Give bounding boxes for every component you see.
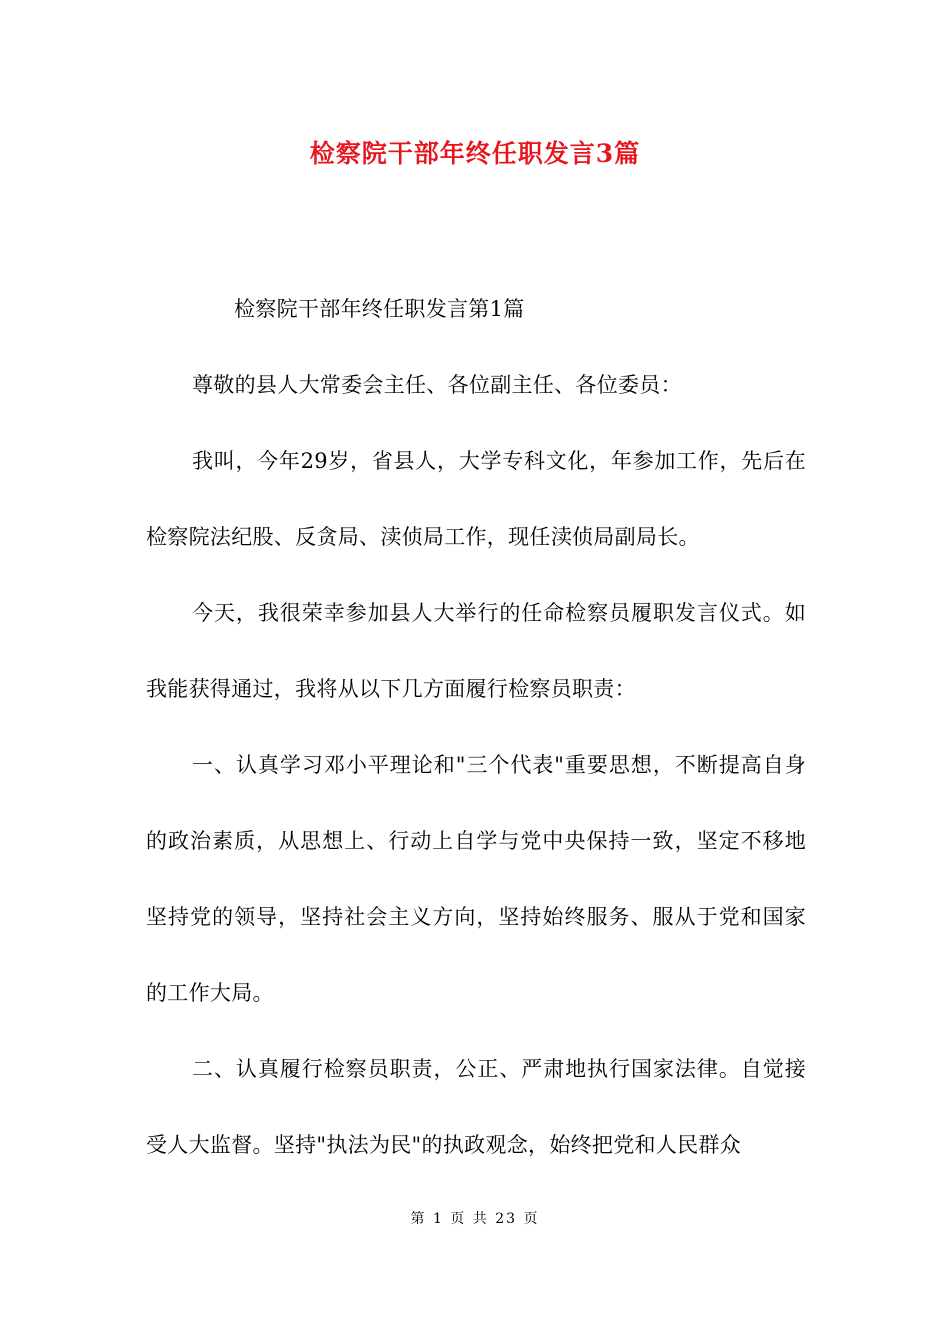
paragraph: 今天，我很荣幸参加县人大举行的任命检察员履职发言仪式。如我能获得通过，我将从以下几方面履行检察员职责： xyxy=(146,601,806,701)
section-subheading: 检察院干部年终任职发言第1篇 xyxy=(234,297,525,321)
paragraph: 我叫，今年29岁，省县人，大学专科文化，年参加工作，先后在检察院法纪股、反贪局、渎侦局工作，现任渎侦局副局长。 xyxy=(146,449,806,549)
page-number-footer: 第 1 页 共 23 页 xyxy=(410,1211,540,1227)
document-body xyxy=(146,271,806,1183)
paragraph: 尊敬的县人大常委会主任、各位副主任、各位委员： xyxy=(192,373,682,397)
paragraph: 二、认真履行检察员职责，公正、严肃地执行国家法律。自觉接受人大监督。坚持"执法为民"的执政观念，始终把党和人民群众 xyxy=(146,1057,806,1157)
paragraph: 一、认真学习邓小平理论和"三个代表"重要思想，不断提高自身的政治素质，从思想上、行动上自学与党中央保持一致，坚定不移地坚持党的领导，坚持社会主义方向，坚持始终服务、服从于党和国家的工作大局。 xyxy=(146,753,806,1005)
document-title: 检察院干部年终任职发言3篇 xyxy=(309,139,641,168)
